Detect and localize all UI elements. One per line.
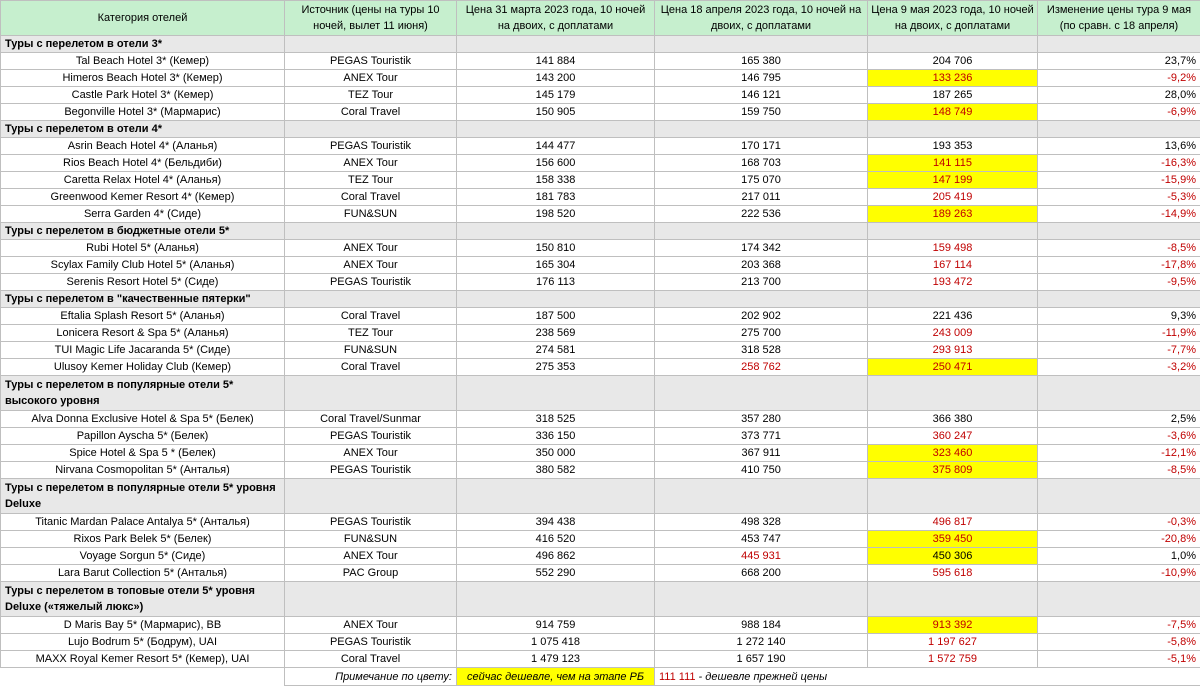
section-title[interactable]: Туры с перелетом в популярные отели 5* уровня Deluxe: [1, 479, 285, 514]
source-cell[interactable]: FUN&SUN: [285, 206, 457, 223]
price-may-cell[interactable]: 193 472: [868, 274, 1038, 291]
section-row: [1, 291, 1200, 308]
section-empty-cell[interactable]: [285, 291, 457, 308]
hotel-name-cell[interactable]: Serenis Resort Hotel 5* (Сиде): [1, 274, 285, 291]
hotel-name-cell[interactable]: Serra Garden 4* (Сиде): [1, 206, 285, 223]
change-cell[interactable]: -5,3%: [1038, 189, 1200, 206]
section-empty-cell[interactable]: [655, 121, 868, 138]
table-row: [1, 172, 1200, 189]
hotel-name-cell[interactable]: Asrin Beach Hotel 4* (Аланья): [1, 138, 285, 155]
table-row: [1, 359, 1200, 376]
change-cell[interactable]: 9,3%: [1038, 308, 1200, 325]
change-cell[interactable]: -16,3%: [1038, 155, 1200, 172]
change-cell[interactable]: -3,2%: [1038, 359, 1200, 376]
price-may-cell[interactable]: 189 263: [868, 206, 1038, 223]
price-april-cell[interactable]: 373 771: [655, 428, 868, 445]
header-price-march[interactable]: Цена 31 марта 2023 года, 10 ночей на двоих, с доплатами: [457, 1, 655, 36]
source-cell[interactable]: TEZ Tour: [285, 325, 457, 342]
hotel-name-cell[interactable]: Alva Donna Exclusive Hotel & Spa 5* (Белек): [1, 411, 285, 428]
source-cell[interactable]: TEZ Tour: [285, 172, 457, 189]
price-may-cell[interactable]: 147 199: [868, 172, 1038, 189]
table-row: [1, 634, 1200, 651]
change-cell[interactable]: 1,0%: [1038, 548, 1200, 565]
header-price-may[interactable]: Цена 9 мая 2023 года, 10 ночей на двоих, с доплатами: [868, 1, 1038, 36]
section-title[interactable]: Туры с перелетом в "качественные пятерки": [1, 291, 285, 308]
section-empty-cell[interactable]: [1038, 376, 1200, 411]
section-title[interactable]: Туры с перелетом в отели 4*: [1, 121, 285, 138]
table-row: [1, 445, 1200, 462]
hotel-name-cell[interactable]: Rios Beach Hotel 4* (Бельдиби): [1, 155, 285, 172]
table-row: [1, 70, 1200, 87]
source-cell[interactable]: PEGAS Touristik: [285, 514, 457, 531]
hotel-name-cell[interactable]: Rubi Hotel 5* (Аланья): [1, 240, 285, 257]
price-april-cell[interactable]: 213 700: [655, 274, 868, 291]
price-april-cell[interactable]: 1 272 140: [655, 634, 868, 651]
section-empty-cell[interactable]: [655, 223, 868, 240]
table-row: [1, 325, 1200, 342]
source-cell[interactable]: FUN&SUN: [285, 342, 457, 359]
source-cell[interactable]: Coral Travel: [285, 308, 457, 325]
table-row: [1, 548, 1200, 565]
source-cell[interactable]: PEGAS Touristik: [285, 428, 457, 445]
price-march-cell[interactable]: 914 759: [457, 617, 655, 634]
section-empty-cell[interactable]: [868, 223, 1038, 240]
change-cell[interactable]: -15,9%: [1038, 172, 1200, 189]
section-empty-cell[interactable]: [457, 376, 655, 411]
price-may-cell[interactable]: 204 706: [868, 53, 1038, 70]
price-may-cell[interactable]: 243 009: [868, 325, 1038, 342]
table-row: [1, 531, 1200, 548]
source-cell[interactable]: PEGAS Touristik: [285, 634, 457, 651]
section-empty-cell[interactable]: [868, 291, 1038, 308]
hotel-name-cell[interactable]: Rixos Park Belek 5* (Белек): [1, 531, 285, 548]
source-cell[interactable]: Coral Travel: [285, 104, 457, 121]
price-may-cell[interactable]: 913 392: [868, 617, 1038, 634]
header-source[interactable]: Источник (цены на туры 10 ночей, вылет 11 июня): [285, 1, 457, 36]
section-empty-cell[interactable]: [655, 479, 868, 514]
source-cell[interactable]: ANEX Tour: [285, 445, 457, 462]
section-title[interactable]: Туры с перелетом в топовые отели 5* уровня Deluxe («тяжелый люкс»): [1, 582, 285, 617]
section-empty-cell[interactable]: [1038, 582, 1200, 617]
section-empty-cell[interactable]: [457, 479, 655, 514]
hotel-name-cell[interactable]: Lujo Bodrum 5* (Бодрум), UAI: [1, 634, 285, 651]
source-cell[interactable]: Coral Travel: [285, 359, 457, 376]
header-change[interactable]: Изменение цены тура 9 мая (по сравн. с 18 апреля): [1038, 1, 1200, 36]
section-empty-cell[interactable]: [1038, 121, 1200, 138]
change-cell[interactable]: -10,9%: [1038, 565, 1200, 582]
hotel-name-cell[interactable]: D Maris Bay 5* (Мармарис), BB: [1, 617, 285, 634]
section-title[interactable]: Туры с перелетом в отели 3*: [1, 36, 285, 53]
note-label: Примечание по цвету:: [285, 668, 457, 686]
source-cell[interactable]: FUN&SUN: [285, 531, 457, 548]
section-empty-cell[interactable]: [285, 479, 457, 514]
price-april-cell[interactable]: 174 342: [655, 240, 868, 257]
price-april-cell[interactable]: 170 171: [655, 138, 868, 155]
change-cell[interactable]: -9,5%: [1038, 274, 1200, 291]
price-march-cell[interactable]: 143 200: [457, 70, 655, 87]
section-empty-cell[interactable]: [655, 291, 868, 308]
hotel-name-cell[interactable]: Himeros Beach Hotel 3* (Кемер): [1, 70, 285, 87]
price-april-cell[interactable]: 453 747: [655, 531, 868, 548]
price-april-cell[interactable]: 168 703: [655, 155, 868, 172]
section-empty-cell[interactable]: [457, 291, 655, 308]
price-march-cell[interactable]: 394 438: [457, 514, 655, 531]
source-cell[interactable]: PEGAS Touristik: [285, 138, 457, 155]
source-cell[interactable]: ANEX Tour: [285, 548, 457, 565]
section-empty-cell[interactable]: [1038, 36, 1200, 53]
price-april-cell[interactable]: 445 931: [655, 548, 868, 565]
price-april-cell[interactable]: 159 750: [655, 104, 868, 121]
table-row: [1, 53, 1200, 70]
source-cell[interactable]: PEGAS Touristik: [285, 274, 457, 291]
price-april-cell[interactable]: 146 121: [655, 87, 868, 104]
price-may-cell[interactable]: 375 809: [868, 462, 1038, 479]
price-april-cell[interactable]: 357 280: [655, 411, 868, 428]
hotel-name-cell[interactable]: Tal Beach Hotel 3* (Кемер): [1, 53, 285, 70]
hotel-name-cell[interactable]: Greenwood Kemer Resort 4* (Кемер): [1, 189, 285, 206]
section-title[interactable]: Туры с перелетом в бюджетные отели 5*: [1, 223, 285, 240]
price-april-cell[interactable]: 318 528: [655, 342, 868, 359]
change-cell[interactable]: 13,6%: [1038, 138, 1200, 155]
note-red-legend: [655, 668, 1200, 686]
table-row: [1, 274, 1200, 291]
section-row: [1, 582, 1200, 617]
change-cell[interactable]: 23,7%: [1038, 53, 1200, 70]
hotel-name-cell[interactable]: Spice Hotel & Spa 5 * (Белек): [1, 445, 285, 462]
section-empty-cell[interactable]: [655, 582, 868, 617]
price-may-cell[interactable]: 360 247: [868, 428, 1038, 445]
source-cell[interactable]: ANEX Tour: [285, 70, 457, 87]
change-cell[interactable]: -7,7%: [1038, 342, 1200, 359]
source-cell[interactable]: Coral Travel: [285, 651, 457, 668]
section-title[interactable]: Туры с перелетом в популярные отели 5* высокого уровня: [1, 376, 285, 411]
price-may-cell[interactable]: 159 498: [868, 240, 1038, 257]
section-empty-cell[interactable]: [285, 121, 457, 138]
header-category[interactable]: Категория отелей: [1, 1, 285, 36]
change-cell[interactable]: -11,9%: [1038, 325, 1200, 342]
price-march-cell[interactable]: 552 290: [457, 565, 655, 582]
change-cell[interactable]: -14,9%: [1038, 206, 1200, 223]
hotel-name-cell[interactable]: Titanic Mardan Palace Antalya 5* (Анталья): [1, 514, 285, 531]
price-march-cell[interactable]: 145 179: [457, 87, 655, 104]
price-march-cell[interactable]: 496 862: [457, 548, 655, 565]
change-cell[interactable]: -6,9%: [1038, 104, 1200, 121]
section-empty-cell[interactable]: [1038, 291, 1200, 308]
price-march-cell[interactable]: 350 000: [457, 445, 655, 462]
source-cell[interactable]: ANEX Tour: [285, 240, 457, 257]
section-empty-cell[interactable]: [868, 376, 1038, 411]
change-cell[interactable]: 28,0%: [1038, 87, 1200, 104]
source-cell[interactable]: TEZ Tour: [285, 87, 457, 104]
table-row: [1, 651, 1200, 668]
source-cell[interactable]: ANEX Tour: [285, 155, 457, 172]
price-may-cell[interactable]: 496 817: [868, 514, 1038, 531]
source-cell[interactable]: PAC Group: [285, 565, 457, 582]
color-note-row: [1, 668, 1200, 686]
source-cell[interactable]: PEGAS Touristik: [285, 53, 457, 70]
table-row: [1, 617, 1200, 634]
section-row: [1, 223, 1200, 240]
table-row: [1, 240, 1200, 257]
price-may-cell[interactable]: 323 460: [868, 445, 1038, 462]
change-cell[interactable]: -7,5%: [1038, 617, 1200, 634]
price-april-cell[interactable]: 217 011: [655, 189, 868, 206]
header-row: [1, 1, 1200, 36]
price-march-cell[interactable]: 181 783: [457, 189, 655, 206]
price-march-cell[interactable]: 318 525: [457, 411, 655, 428]
price-april-cell[interactable]: 222 536: [655, 206, 868, 223]
note-red-sample: 111 111: [659, 670, 696, 683]
price-april-cell[interactable]: 165 380: [655, 53, 868, 70]
section-row: [1, 376, 1200, 411]
change-cell[interactable]: 2,5%: [1038, 411, 1200, 428]
source-cell[interactable]: Coral Travel/Sunmar: [285, 411, 457, 428]
table-row: [1, 308, 1200, 325]
price-april-cell[interactable]: 202 902: [655, 308, 868, 325]
change-cell[interactable]: -0,3%: [1038, 514, 1200, 531]
price-april-cell[interactable]: 203 368: [655, 257, 868, 274]
price-april-cell[interactable]: 146 795: [655, 70, 868, 87]
price-april-cell[interactable]: 258 762: [655, 359, 868, 376]
price-march-cell[interactable]: 187 500: [457, 308, 655, 325]
source-cell[interactable]: ANEX Tour: [285, 257, 457, 274]
price-may-cell[interactable]: 221 436: [868, 308, 1038, 325]
section-empty-cell[interactable]: [457, 223, 655, 240]
price-may-cell[interactable]: 205 419: [868, 189, 1038, 206]
source-cell[interactable]: PEGAS Touristik: [285, 462, 457, 479]
change-cell[interactable]: -20,8%: [1038, 531, 1200, 548]
price-march-cell[interactable]: 416 520: [457, 531, 655, 548]
section-empty-cell[interactable]: [285, 582, 457, 617]
hotel-name-cell[interactable]: Voyage Sorgun 5* (Сиде): [1, 548, 285, 565]
price-may-cell[interactable]: 148 749: [868, 104, 1038, 121]
price-april-cell[interactable]: 988 184: [655, 617, 868, 634]
price-april-cell[interactable]: 175 070: [655, 172, 868, 189]
table-row: [1, 514, 1200, 531]
price-may-cell[interactable]: 366 380: [868, 411, 1038, 428]
price-march-cell[interactable]: 158 338: [457, 172, 655, 189]
hotel-name-cell[interactable]: Papillon Ayscha 5* (Белек): [1, 428, 285, 445]
price-april-cell[interactable]: 410 750: [655, 462, 868, 479]
price-march-cell[interactable]: 1 075 418: [457, 634, 655, 651]
hotel-name-cell[interactable]: TUI Magic Life Jacaranda 5* (Сиде): [1, 342, 285, 359]
change-cell[interactable]: -5,8%: [1038, 634, 1200, 651]
section-empty-cell[interactable]: [1038, 223, 1200, 240]
price-may-cell[interactable]: 133 236: [868, 70, 1038, 87]
price-march-cell[interactable]: 156 600: [457, 155, 655, 172]
hotel-name-cell[interactable]: MAXX Royal Kemer Resort 5* (Кемер), UAI: [1, 651, 285, 668]
note-yellow-legend: сейчас дешевле, чем на этапе РБ: [457, 668, 655, 686]
section-empty-cell[interactable]: [285, 376, 457, 411]
price-may-cell[interactable]: 1 197 627: [868, 634, 1038, 651]
section-empty-cell[interactable]: [868, 36, 1038, 53]
section-empty-cell[interactable]: [285, 223, 457, 240]
price-may-cell[interactable]: 193 353: [868, 138, 1038, 155]
price-march-cell[interactable]: 150 905: [457, 104, 655, 121]
price-april-cell[interactable]: 668 200: [655, 565, 868, 582]
hotel-name-cell[interactable]: Lonicera Resort & Spa 5* (Аланья): [1, 325, 285, 342]
note-spacer: [1, 668, 285, 686]
price-april-cell[interactable]: 1 657 190: [655, 651, 868, 668]
hotel-name-cell[interactable]: Eftalia Splash Resort 5* (Аланья): [1, 308, 285, 325]
table-row: [1, 462, 1200, 479]
price-march-cell[interactable]: 1 479 123: [457, 651, 655, 668]
table-row: [1, 87, 1200, 104]
price-may-cell[interactable]: 250 471: [868, 359, 1038, 376]
section-empty-cell[interactable]: [457, 121, 655, 138]
price-march-cell[interactable]: 238 569: [457, 325, 655, 342]
price-may-cell[interactable]: 141 115: [868, 155, 1038, 172]
price-march-cell[interactable]: 198 520: [457, 206, 655, 223]
price-march-cell[interactable]: 176 113: [457, 274, 655, 291]
price-march-cell[interactable]: 380 582: [457, 462, 655, 479]
price-april-cell[interactable]: 275 700: [655, 325, 868, 342]
table-row: [1, 428, 1200, 445]
source-cell[interactable]: Coral Travel: [285, 189, 457, 206]
section-row: [1, 36, 1200, 53]
price-march-cell[interactable]: 165 304: [457, 257, 655, 274]
hotel-name-cell[interactable]: Begonville Hotel 3* (Мармарис): [1, 104, 285, 121]
price-march-cell[interactable]: 275 353: [457, 359, 655, 376]
price-may-cell[interactable]: 187 265: [868, 87, 1038, 104]
section-empty-cell[interactable]: [457, 582, 655, 617]
table-row: [1, 257, 1200, 274]
table-row: [1, 565, 1200, 582]
header-price-april[interactable]: Цена 18 апреля 2023 года, 10 ночей на двоих, с доплатами: [655, 1, 868, 36]
section-empty-cell[interactable]: [655, 376, 868, 411]
hotel-name-cell[interactable]: Lara Barut Collection 5* (Анталья): [1, 565, 285, 582]
change-cell[interactable]: -9,2%: [1038, 70, 1200, 87]
table-row: [1, 189, 1200, 206]
table-body: [1, 36, 1200, 668]
hotel-name-cell[interactable]: Ulusoy Kemer Holiday Club (Кемер): [1, 359, 285, 376]
table-row: [1, 342, 1200, 359]
table-row: [1, 138, 1200, 155]
price-may-cell[interactable]: 167 114: [868, 257, 1038, 274]
change-cell[interactable]: -8,5%: [1038, 462, 1200, 479]
table-row: [1, 104, 1200, 121]
note-red-text: - дешевле прежней цены: [695, 670, 828, 683]
change-cell[interactable]: -3,6%: [1038, 428, 1200, 445]
price-march-cell[interactable]: 144 477: [457, 138, 655, 155]
section-empty-cell[interactable]: [655, 36, 868, 53]
section-row: [1, 121, 1200, 138]
change-cell[interactable]: -8,5%: [1038, 240, 1200, 257]
hotel-name-cell[interactable]: Caretta Relax Hotel 4* (Аланья): [1, 172, 285, 189]
price-may-cell[interactable]: 1 572 759: [868, 651, 1038, 668]
price-april-cell[interactable]: 498 328: [655, 514, 868, 531]
price-march-cell[interactable]: 150 810: [457, 240, 655, 257]
price-april-cell[interactable]: 367 911: [655, 445, 868, 462]
section-empty-cell[interactable]: [285, 36, 457, 53]
change-cell[interactable]: -5,1%: [1038, 651, 1200, 668]
hotel-name-cell[interactable]: Castle Park Hotel 3* (Кемер): [1, 87, 285, 104]
section-empty-cell[interactable]: [868, 582, 1038, 617]
table-row: [1, 155, 1200, 172]
table-row: [1, 411, 1200, 428]
price-march-cell[interactable]: 141 884: [457, 53, 655, 70]
section-empty-cell[interactable]: [868, 121, 1038, 138]
price-may-cell[interactable]: 293 913: [868, 342, 1038, 359]
change-cell[interactable]: -17,8%: [1038, 257, 1200, 274]
hotel-name-cell[interactable]: Scylax Family Club Hotel 5* (Аланья): [1, 257, 285, 274]
price-march-cell[interactable]: 336 150: [457, 428, 655, 445]
source-cell[interactable]: ANEX Tour: [285, 617, 457, 634]
price-march-cell[interactable]: 274 581: [457, 342, 655, 359]
price-may-cell[interactable]: 450 306: [868, 548, 1038, 565]
section-empty-cell[interactable]: [1038, 479, 1200, 514]
hotel-name-cell[interactable]: Nirvana Cosmopolitan 5* (Анталья): [1, 462, 285, 479]
section-empty-cell[interactable]: [868, 479, 1038, 514]
price-may-cell[interactable]: 359 450: [868, 531, 1038, 548]
price-may-cell[interactable]: 595 618: [868, 565, 1038, 582]
table-row: [1, 206, 1200, 223]
change-cell[interactable]: -12,1%: [1038, 445, 1200, 462]
section-row: [1, 479, 1200, 514]
section-empty-cell[interactable]: [457, 36, 655, 53]
